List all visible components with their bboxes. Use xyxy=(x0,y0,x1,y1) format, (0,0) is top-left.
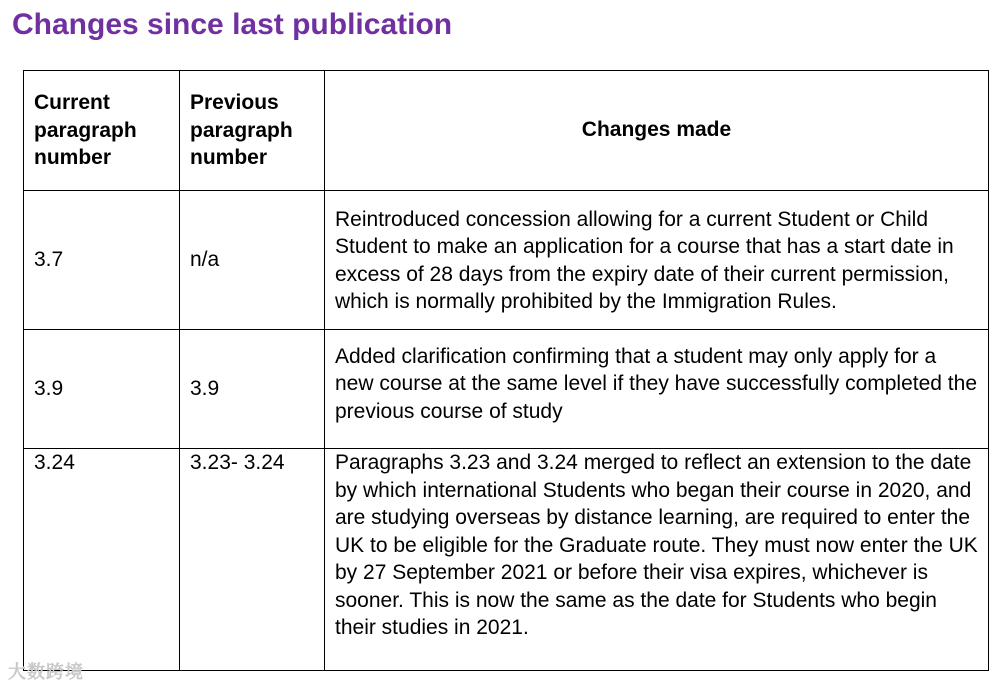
current-paragraph-cell: 3.9 xyxy=(24,330,180,449)
table-row xyxy=(24,449,989,671)
current-paragraph-cell: 3.24 xyxy=(24,449,180,671)
table-row xyxy=(24,330,989,449)
watermark-logo: 大数跨境 xyxy=(8,662,84,682)
previous-paragraph-cell: 3.23- 3.24 xyxy=(180,449,325,671)
table-row xyxy=(24,191,989,330)
changes-made-cell: Paragraphs 3.23 and 3.24 merged to reflect an extension to the date by which international Students who began their course in 2020, and are studying overseas by distance learning, are required to enter the UK to be eligible for the Graduate route. They must now enter the UK by 27 September 2021 or before their visa expires, whichever is sooner. This is now the same as the date for Students who begin their studies in 2021. xyxy=(325,449,989,671)
changes-table xyxy=(23,70,989,671)
header-changes-made: Changes made xyxy=(325,71,989,191)
table-header-row xyxy=(24,71,989,191)
previous-paragraph-cell: 3.9 xyxy=(180,330,325,449)
changes-made-cell: Added clarification confirming that a student may only apply for a new course at the same level if they have successfully completed the previous course of study xyxy=(325,330,989,449)
previous-paragraph-cell: n/a xyxy=(180,191,325,330)
page-heading: Changes since last publication xyxy=(12,8,453,41)
current-paragraph-cell: 3.7 xyxy=(24,191,180,330)
header-previous-paragraph: Previous paragraph number xyxy=(180,71,325,191)
changes-made-cell: Reintroduced concession allowing for a current Student or Child Student to make an application for a course that has a start date in excess of 28 days from the expiry date of their current permission, which is normally prohibited by the Immigration Rules. xyxy=(325,191,989,330)
header-current-paragraph: Current paragraph number xyxy=(24,71,180,191)
